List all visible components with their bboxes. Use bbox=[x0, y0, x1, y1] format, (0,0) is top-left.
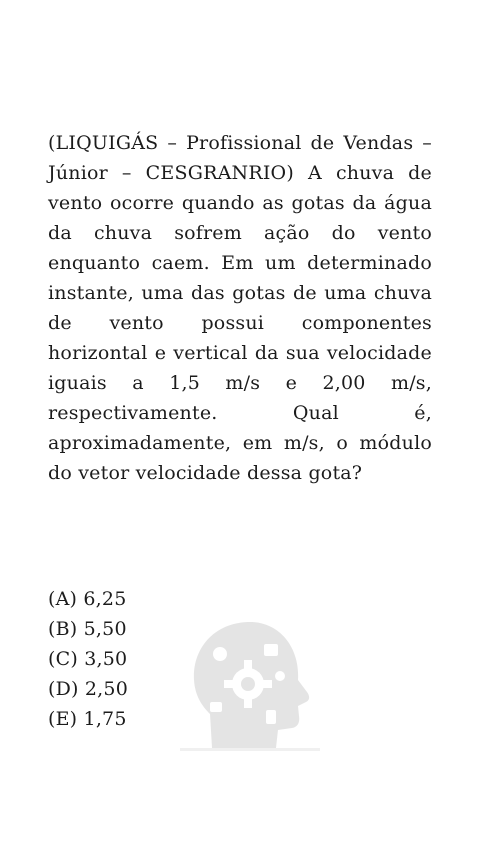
option-b[interactable]: (B) 5,50 bbox=[48, 618, 127, 640]
head-gears-icon bbox=[180, 614, 320, 754]
question-text: (LIQUIGÁS – Profissional de Vendas – Júnior – CESGRANRIO) A chuva de vento ocorre quando as gotas da água da chuva sofrem ação do vento enquanto caem. Em um determinado instante, uma das gotas de uma chuva de vento possui componentes horizontal e vertical da sua velocidade iguais a 1,5 m/s e 2,00 m/s, respectivamente. Qual é, aproximadamente, em m/s, o módulo do vetor velocidade dessa gota? bbox=[48, 132, 432, 484]
option-a[interactable]: (A) 6,25 bbox=[48, 588, 127, 610]
option-d[interactable]: (D) 2,50 bbox=[48, 678, 129, 700]
option-e[interactable]: (E) 1,75 bbox=[48, 708, 127, 730]
option-c[interactable]: (C) 3,50 bbox=[48, 648, 128, 670]
